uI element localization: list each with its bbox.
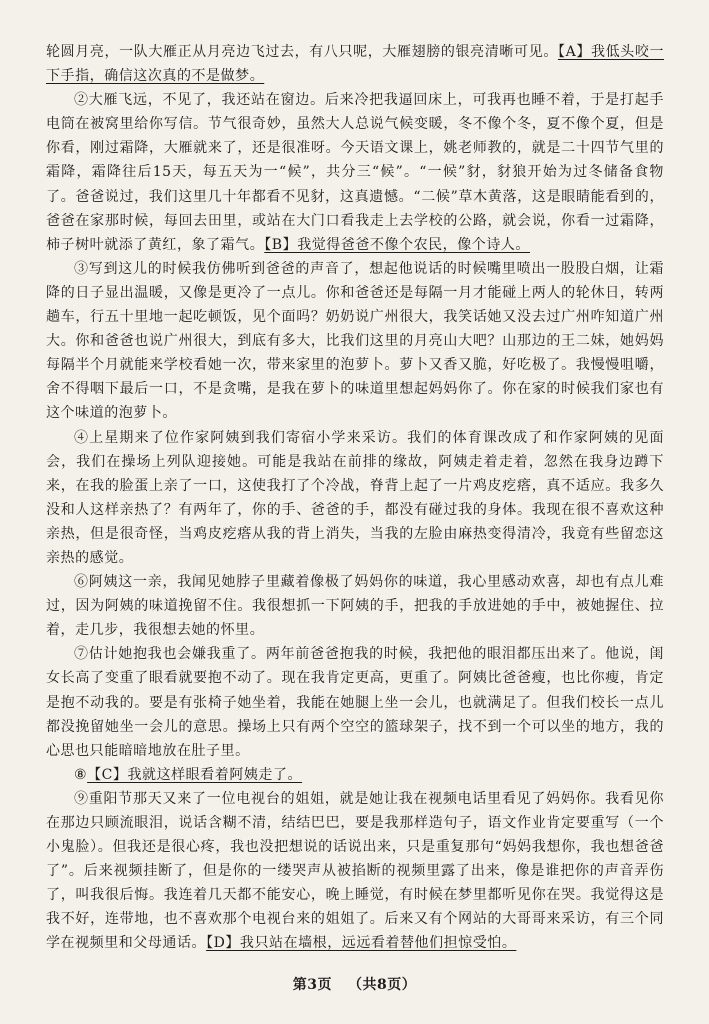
paragraph-2 bbox=[46, 88, 664, 257]
page-footer bbox=[0, 974, 709, 994]
paragraph-text: ②大雁飞远，不见了，我还站在窗边。后来冷把我逼回床上，可我再也睡不着，于是打起手电筒在被窝里给你写信。节气很奇妙，虽然大人总说气候变暖，冬不像个冬，夏不像个夏，但是你看，刚过霜降，大雁就来了，还是很准呀。今天语文课上，姚老师教的，就是二十四节气里的霜降，霜降往后15天，每五天为一“候”，共分三“候”。“一候”豺，豺狼开始为过冬储备食物了。爸爸说过，我们这里几十年都看不见豺，这真遗憾。“二候”草木黄落，这是眼睛能看到的，爸爸在家那时候，每回去田里，或站在大门口看我走上去学校的公路，就会说，你看一过霜降，柿子树叶就添了黄红，象了霜气。 bbox=[46, 92, 664, 253]
paragraph-number: ⑧ bbox=[74, 766, 88, 783]
underlined-sentence-c: 【C】我就这样眼看着阿姨走了。 bbox=[87, 766, 303, 783]
underlined-sentence-d: 【D】我只站在墙根，远远看着替他们担惊受怕。 bbox=[206, 935, 517, 952]
total-pages: （共8页） bbox=[348, 977, 417, 993]
underlined-sentence-b: 【B】我觉得爸爸不像个农民，像个诗人。 bbox=[264, 236, 530, 253]
paragraph-text: ④上星期来了位作家阿姨到我们寄宿小学来采访。我们的体育课改成了和作家阿姨的见面会，我们在操场上列队迎接她。可能是我站在前排的缘故，阿姨走着走着，忽然在我身边蹲下来，在我的脸蛋上亲了一口，这使我打了个冷战，脊背上起了一片鸡皮疙瘩，真不适应。我多久没和人这样亲热了？有两年了，你的手、爸爸的手，都没有碰过我的身体。我现在很不喜欢这种亲热，但是很奇怪，当鸡皮疙瘩从我的背上消失，当我的左脸由麻热变得清冷，我竟有些留恋这亲热的感觉。 bbox=[46, 429, 664, 566]
paragraph-text: ③写到这儿的时候我仿佛听到爸爸的声音了，想起他说话的时候嘴里喷出一股股白烟，让霜降的日子显出温暖，又像是更冷了一点儿。你和爸爸还是每隔一月才能碰上两人的轮休日，转两趟车，行五十里地一起吃顿饭，见个面吗？奶奶说广州很大，我笑话她又没去过广州咋知道广州大。你和爸爸也说广州很大，到底有多大，比我们这里的月亮山大吧？山那边的王二妹，她妈妈每隔半个月就能来学校看她一次，带来家里的泡萝卜。萝卜又香又脆，好吃极了。我慢慢咀嚼，舍不得咽下最后一口，不是贪嘴，是我在萝卜的味道里想起妈妈你了。你在家的时候我们家也有这个味道的泡萝卜。 bbox=[46, 260, 664, 422]
paragraph-1-continued bbox=[46, 40, 664, 88]
paragraph-4 bbox=[46, 426, 664, 571]
paragraph-text: ⑦估计她抱我也会嫌我重了。两年前爸爸抱我的时候，我把他的眼泪都压出来了。他说，闺女长高了变重了眼看就要抱不动了。现在我肯定更高，更重了。阿姨比爸爸瘦，也比你瘦，肯定是抱不动我的。要是有张椅子她坐着，我能在她腿上坐一会儿，也就满足了。但我们校长一点儿都没挽留她坐一会儿的意思。操场上只有两个空空的篮球架子，找不到一个可以坐的地方，我的心思也只能暗暗地放在肚子里。 bbox=[46, 646, 664, 759]
page-number: 第3页 bbox=[292, 977, 332, 993]
paragraph-text: ⑨重阳节那天又来了一位电视台的姐姐，就是她让我在视频电话里看见了妈妈你。我看见你在那边只顾流眼泪，说话含糊不清，结结巴巴，要是我那样造句子，语文作业肯定要重写（一个小鬼脸）。但我还是很心疼，我也没把想说的话说出来，只是重复那句“妈妈我想你，我也想爸爸了”。后来视频挂断了，但是你的一缕哭声从被掐断的视频里露了出来，像是谁把你的声音弄伤了，叫我很后悔。我连着几天都不能安心，晚上睡觉，有时候在梦里都听见你在哭。我觉得这是我不好，连带地，也不喜欢那个电视台来的姐姐了。后来又有个网站的大哥哥来采访，有三个同学在视频里和父母通话。 bbox=[46, 790, 664, 952]
paragraph-7 bbox=[46, 642, 664, 762]
paragraph-text: ⑥阿姨这一亲，我闻见她脖子里藏着像极了妈妈你的味道，我心里感动欢喜，却也有点儿难过，因为阿姨的味道挽留不住。我很想抓一下阿姨的手，把我的手放进她的手中，被她握住、拉着，走几步，我很想去她的怀里。 bbox=[46, 574, 664, 639]
paragraph-text: 轮圆月亮，一队大雁正从月亮边飞过去，有八只呢，大雁翅膀的银亮清晰可见。 bbox=[46, 44, 558, 60]
paragraph-8 bbox=[46, 763, 664, 787]
underlined-sentence-a: 【A】我低头咬一下手指，确信这次真的不是做梦。 bbox=[46, 44, 665, 85]
paragraph-9 bbox=[46, 787, 664, 956]
reading-passage bbox=[46, 40, 664, 956]
paragraph-3 bbox=[46, 257, 664, 426]
paragraph-6 bbox=[46, 570, 664, 642]
